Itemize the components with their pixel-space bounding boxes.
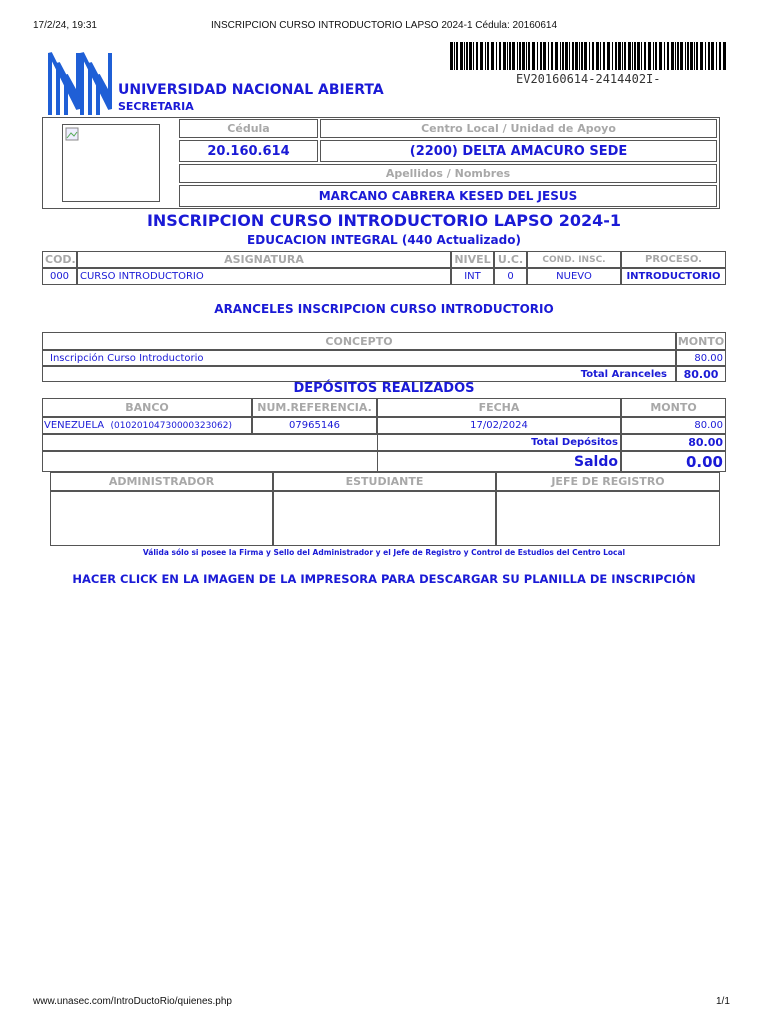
cedula-value: 20.160.614: [179, 140, 318, 162]
centro-value: (2200) DELTA AMACURO SEDE: [320, 140, 717, 162]
course-header-nivel: NIVEL: [451, 251, 494, 268]
student-photo: [62, 124, 160, 202]
nombres-label: Apellidos / Nombres: [179, 164, 717, 183]
university-name: UNIVERSIDAD NACIONAL ABIERTA: [118, 82, 384, 98]
course-header-cod: COD.: [42, 251, 77, 268]
deposito-header-fecha: FECHA: [377, 398, 621, 417]
print-page-number: 1/1: [716, 996, 730, 1007]
signature-box-jefe: [496, 491, 720, 546]
deposito-header-banco: BANCO: [42, 398, 252, 417]
broken-image-icon: [65, 127, 79, 141]
course-asignatura: CURSO INTRODUCTORIO: [77, 268, 451, 285]
signature-box-estudiante: [273, 491, 496, 546]
deposito-header-monto: MONTO: [621, 398, 726, 417]
saldo-label: Saldo: [377, 451, 621, 472]
total-depositos-label: Total Depósitos: [377, 434, 621, 451]
course-nivel: INT: [451, 268, 494, 285]
total-aranceles-label: Total Aranceles: [42, 366, 676, 382]
deposito-cuenta: (01020104730000323062): [110, 420, 232, 431]
barcode-text: EV20160614-2414402I-: [516, 72, 661, 86]
deposito-fecha: 17/02/2024: [377, 417, 621, 434]
depositos-title: DEPÓSITOS REALIZADOS: [293, 381, 475, 396]
nombres-value: MARCANO CABRERA KESED DEL JESUS: [179, 185, 717, 207]
validity-note: Válida sólo si posee la Firma y Sello del Administrador y el Jefe de Registro y Control de Estudios del Centro Local: [142, 548, 626, 557]
document-title: INSCRIPCION CURSO INTRODUCTORIO LAPSO 2024-1: [146, 211, 622, 230]
course-cod: 000: [42, 268, 77, 285]
arancel-monto: 80.00: [676, 350, 726, 366]
course-proceso: INTRODUCTORIO: [621, 268, 726, 285]
signature-header-administrador: ADMINISTRADOR: [50, 472, 273, 491]
signature-header-jefe: JEFE DE REGISTRO: [496, 472, 720, 491]
deposito-header-referencia: NUM.REFERENCIA.: [252, 398, 377, 417]
course-cond: NUEVO: [527, 268, 621, 285]
university-logo-icon: [46, 45, 118, 117]
cedula-label: Cédula: [179, 119, 318, 138]
aranceles-title: ARANCELES INSCRIPCION CURSO INTRODUCTORIO: [214, 302, 554, 316]
print-datetime: 17/2/24, 19:31: [33, 20, 97, 31]
print-title: INSCRIPCION CURSO INTRODUCTORIO LAPSO 2024-1 Cédula: 20160614: [210, 20, 558, 31]
university-unit: SECRETARIA: [118, 100, 194, 113]
saldo-value: 0.00: [621, 451, 726, 472]
course-header-proceso: PROCESO.: [621, 251, 726, 268]
deposito-monto: 80.00: [621, 417, 726, 434]
signature-header-estudiante: ESTUDIANTE: [273, 472, 496, 491]
barcode-image: [450, 42, 730, 70]
course-uc: 0: [494, 268, 527, 285]
total-aranceles-value: 80.00: [676, 366, 726, 382]
deposito-referencia: 07965146: [252, 417, 377, 434]
arancel-concepto: Inscripción Curso Introductorio: [42, 350, 676, 366]
centro-label: Centro Local / Unidad de Apoyo: [320, 119, 717, 138]
aranceles-header-concepto: CONCEPTO: [42, 332, 676, 350]
course-header-cond: COND. INSC.: [527, 251, 621, 268]
deposito-banco-nombre: VENEZUELA: [44, 420, 105, 431]
print-url: www.unasec.com/IntroDuctoRio/quienes.php: [33, 996, 232, 1007]
signature-box-administrador: [50, 491, 273, 546]
aranceles-header-monto: MONTO: [676, 332, 726, 350]
course-header-uc: U.C.: [494, 251, 527, 268]
download-instruction[interactable]: HACER CLICK EN LA IMAGEN DE LA IMPRESORA PARA DESCARGAR SU PLANILLA DE INSCRIPCIÓN: [72, 572, 696, 586]
course-header-asignatura: ASIGNATURA: [77, 251, 451, 268]
deposito-banco: [42, 417, 252, 434]
total-depositos-value: 80.00: [621, 434, 726, 451]
document-subtitle: EDUCACION INTEGRAL (440 Actualizado): [247, 233, 521, 247]
